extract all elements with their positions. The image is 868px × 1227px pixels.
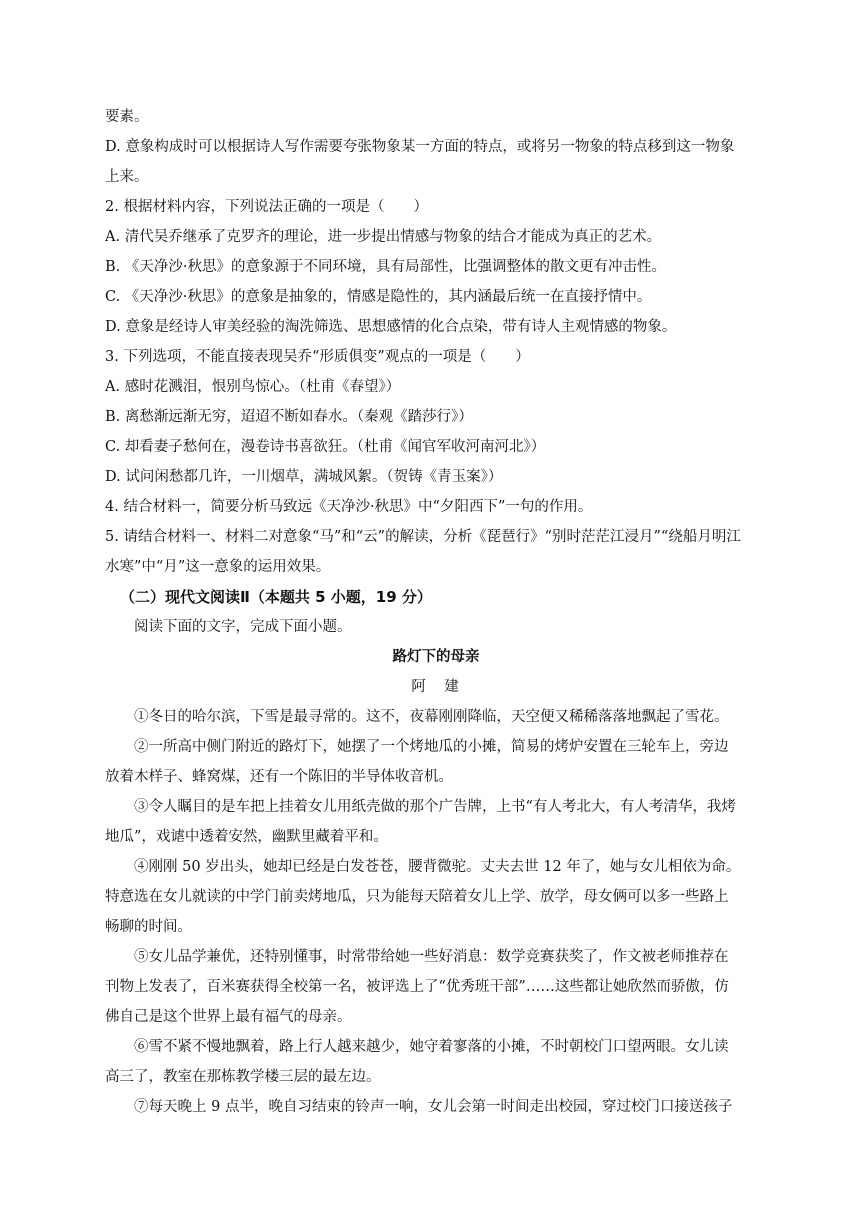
document-content — [105, 102, 767, 1122]
story-paragraph-2: ②一所高中侧门附近的路灯下，她摆了一个烤地瓜的小摊，简易的烤炉安置在三轮车上，旁边 — [134, 739, 729, 755]
story-paragraph-6: ⑥雪不紧不慢地飘着，路上行人越来越少，她守着寥落的小摊，不时朝校门口望两眼。女儿读 — [134, 1039, 729, 1055]
q3-option-d: D. 试问闲愁都几许，一川烟草，满城风絮。（贺铸《青玉案》） — [105, 469, 503, 485]
text-line: 要素。 — [105, 109, 149, 125]
story-paragraph-3: ③令人瞩目的是车把上挂着女儿用纸壳做的那个广告牌，上书“有人考北大，有人考清华，我烤 — [134, 799, 736, 815]
story-paragraph-2-cont: 放着木样子、蜂窝煤，还有一个陈旧的半导体收音机。 — [105, 769, 453, 785]
q2-option-d: D. 意象是经诗人审美经验的淘洗筛选、思想感情的化合点染，带有诗人主观情感的物象。 — [105, 319, 677, 335]
story-title: 路灯下的母亲 — [392, 649, 480, 665]
story-paragraph-1: ①冬日的哈尔滨，下雪是最寻常的。这不，夜幕刚刚降临，天空便又稀稀落落地飘起了雪花。 — [134, 709, 729, 725]
story-author: 阿 建 — [411, 679, 461, 695]
q3-option-c: C. 却看妻子愁何在，漫卷诗书喜欲狂。（杜甫《闻官军收河南河北》） — [105, 439, 546, 455]
q3-stem: 3. 下列选项，不能直接表现吴乔“形质俱变”观点的一项是（ ） — [105, 349, 530, 365]
q2-option-a: A. 清代吴乔继承了克罗齐的理论，进一步提出情感与物象的结合才能成为真正的艺术。 — [105, 229, 662, 245]
section-heading: （二）现代文阅读Ⅱ（本题共 5 小题，19 分） — [120, 588, 432, 606]
q3-option-b: B. 离愁渐远渐无穷，迢迢不断如春水。（秦观《踏莎行》） — [105, 409, 473, 425]
q5-stem-cont: 水寒”中“月”这一意象的运用效果。 — [105, 559, 331, 575]
q2-option-c: C. 《天净沙·秋思》的意象是抽象的，情感是隐性的，其内涵最后统一在直接抒情中。 — [105, 289, 652, 305]
q2-option-b: B. 《天净沙·秋思》的意象源于不同环境，具有局部性，比强调整体的散文更有冲击性。 — [105, 259, 666, 275]
story-paragraph-3-cont: 地瓜”，戏谑中透着安然，幽默里藏着平和。 — [105, 829, 388, 845]
story-paragraph-6-cont: 高三了，教室在那栋教学楼三层的最左边。 — [105, 1069, 381, 1085]
story-paragraph-4: ④刚刚 50 岁出头，她却已经是白发苍苍，腰背微驼。丈夫去世 12 年了，她与女儿相依为命。 — [134, 859, 741, 875]
q1-option-d-cont: 上来。 — [105, 169, 149, 185]
story-paragraph-5: ⑤女儿品学兼优，还特别懂事，时常带给她一些好消息：数学竞赛获奖了，作文被老师推荐在 — [134, 949, 729, 965]
q2-stem: 2. 根据材料内容，下列说法正确的一项是（ ） — [105, 199, 428, 215]
story-paragraph-7: ⑦每天晚上 9 点半，晚自习结束的铃声一响，女儿会第一时间走出校园，穿过校门口接送孩子 — [134, 1099, 733, 1115]
story-paragraph-4-cont: 畅聊的时间。 — [105, 919, 192, 935]
q5-stem: 5. 请结合材料一、材料二对意象“马”和“云”的解读，分析《琵琶行》“别时茫茫江浸月”“绕船月明江 — [105, 529, 741, 545]
reading-instruction: 阅读下面的文字，完成下面小题。 — [134, 619, 352, 635]
q3-option-a: A. 感时花溅泪，恨别鸟惊心。（杜甫《春望》） — [105, 379, 401, 395]
story-paragraph-4-cont: 特意选在女儿就读的中学门前卖烤地瓜，只为能每天陪着女儿上学、放学，母女俩可以多一些路上 — [105, 889, 729, 905]
q1-option-d: D. 意象构成时可以根据诗人写作需要夸张物象某一方面的特点，或将另一物象的特点移到这一物象 — [105, 139, 735, 155]
q4-stem: 4. 结合材料一，简要分析马致远《天净沙·秋思》中“夕阳西下”一句的作用。 — [105, 499, 593, 515]
story-paragraph-5-cont: 刊物上发表了，百米赛获得全校第一名，被评选上了“优秀班干部”……这些都让她欣然而骄傲，仿 — [105, 979, 729, 995]
story-paragraph-5-cont: 佛自己是这个世界上最有福气的母亲。 — [105, 1009, 352, 1025]
